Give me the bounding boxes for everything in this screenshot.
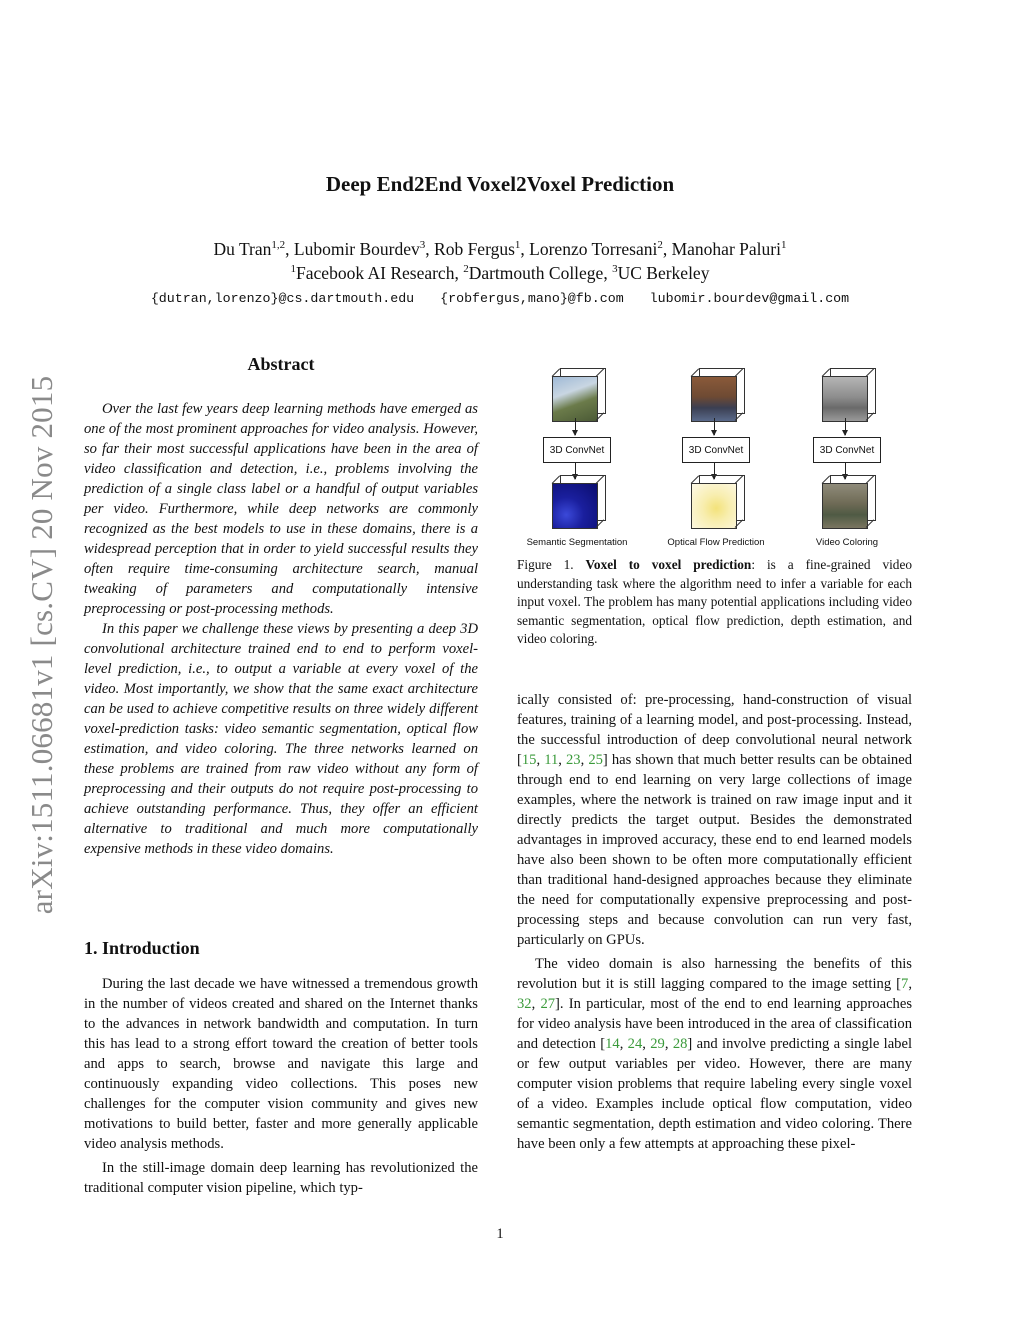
author-sup: 1 <box>514 239 521 252</box>
arrow-down-icon <box>845 418 846 435</box>
figure-1 <box>517 360 912 560</box>
affiliation: Dartmouth College <box>468 263 604 283</box>
abstract-paragraph: Over the last few years deep learning methods have emerged as one of the most prominent approaches for video analysis. However, so far their most successful applications have been in the area of video classification and detection, i.e., problems involving the prediction of a single class label or a handful of output variables per video. Furthermore, while deep networks are commonly recognized as the best models to use in these domains, there is a widespread perception that in order to yield successful results they often require time-consuming architecture search, manual tweaking of parameters and computationally intensive preprocessing or post-processing methods. <box>84 401 478 617</box>
convnet-box: 3D ConvNet <box>813 437 881 463</box>
paper-title: Deep End2End Voxel2Voxel Prediction <box>325 172 675 196</box>
figure-label: Semantic Segmentation <box>526 537 628 548</box>
citation-link[interactable]: 28 <box>672 1036 688 1052</box>
citation-link[interactable]: 27 <box>540 996 556 1012</box>
email: lubomir.bourdev@gmail.com <box>649 291 850 306</box>
author-sup: 2 <box>657 239 663 252</box>
author-sup: 1,2 <box>271 239 286 252</box>
author-name: Rob Fergus <box>434 239 515 259</box>
abstract-paragraph: In this paper we challenge these views by presenting a deep 3D convolutional architecture trained end to end to perform voxel-level prediction, i.e., to output a variable at every voxel of the video. Most importantly, we show that the same exact architecture can be used to achieve competitive results on three widely different voxel-prediction tasks: video semantic segmentation, optical flow estimation, and video coloring. The three networks learned on these problems are trained from raw video without any form of preprocessing and their outputs do not require post-processing to achieve outstanding performance. Thus, they offer an efficient alternative to traditional and much more computationally expensive methods in these video domains. <box>84 621 478 857</box>
caption-bold: Voxel to voxel prediction <box>585 557 752 572</box>
figure-caption <box>517 556 912 649</box>
figure-column-segmentation <box>517 360 637 555</box>
email: {robfergus,mano}@fb.com <box>440 291 624 306</box>
citation-link[interactable]: 32 <box>517 996 532 1012</box>
input-video-cube <box>822 368 870 416</box>
caption-text: : is a fine-grained video understanding task where the algorithm need to infer a variable for each input voxel. The problem has many potential applications including video semantic segmentation, optical flow prediction, depth estimation, and video coloring. <box>517 557 912 646</box>
author-sup: 1 <box>780 239 787 252</box>
convnet-box: 3D ConvNet <box>682 437 750 463</box>
abstract-body <box>84 399 478 859</box>
affil-sup: 3 <box>612 263 618 276</box>
figure-label: Optical Flow Prediction <box>667 537 765 548</box>
figure-column-optical-flow <box>656 360 776 555</box>
author-name: Du Tran <box>213 239 272 259</box>
segmentation-output-cube <box>552 475 600 523</box>
citation-link[interactable]: 24 <box>627 1036 643 1052</box>
author-name: Manohar Paluri <box>671 239 781 259</box>
affil-sup: 2 <box>463 263 469 276</box>
affiliation: UC Berkeley <box>617 263 710 283</box>
abstract-heading: Abstract <box>247 354 315 374</box>
convnet-box: 3D ConvNet <box>543 437 611 463</box>
coloring-output-cube <box>822 475 870 523</box>
optical-flow-output-cube <box>691 475 739 523</box>
arrow-down-icon <box>714 418 715 435</box>
intro-left-column <box>84 974 478 1198</box>
caption-prefix: Figure 1. <box>517 557 586 572</box>
citation-link[interactable]: 11 <box>544 752 559 768</box>
intro-paragraph: During the last decade we have witnessed a tremendous growth in the number of videos created and shared on the Internet thanks to the advances in network bandwidth and computation. In turn this has lead to a strong effort toward the creation of better tools and apps to search, browse and navigate this large and continuously expanding video collections. This poses new challenges for the computer vision community and gives new motivations to build better, faster and more generally applicable video analysis methods. <box>84 976 478 1152</box>
arxiv-side-stamp: arXiv:1511.06681v1 [cs.CV] 20 Nov 2015 <box>24 375 59 915</box>
page-number: 1 <box>496 1226 504 1242</box>
affiliation-list: $^1$Facebook AI Research, $^2$Dartmouth College, $^3$UC Berkeley <box>290 263 710 283</box>
intro-paragraph: In the still-image domain deep learning has revolutionized the traditional computer vision pipeline, which typ- <box>84 1160 478 1196</box>
section-heading-introduction: 1. Introduction <box>84 938 200 958</box>
affil-sup: 1 <box>290 263 297 276</box>
intro-paragraph: The video domain is also harnessing the benefits of this revolution but it is still lagging compared to the image setting [7, 32, 27]. In particular, most of the end to end learning approaches for video analysis have been introduced in the area of classification and detection [14, 24, 29, 28] and involve predicting a single label or few output variables per video. However, there are many computer vision problems that require labeling every single voxel of a video. Examples include optical flow computation, video semantic segmentation, depth estimation and video coloring. There have been only a few attempts at approaching these pixel- <box>517 956 913 1152</box>
email: {dutran,lorenzo}@cs.dartmouth.edu <box>150 291 415 306</box>
citation-link[interactable]: 29 <box>650 1036 665 1052</box>
email-list <box>0 291 1000 306</box>
citation-link[interactable]: 23 <box>566 752 581 768</box>
figure-label: Video Coloring <box>815 537 879 548</box>
intro-paragraph: ically consisted of: pre-processing, hand-construction of visual features, training of a learning model, and post-processing. Instead, the successful introduction of deep convolutional neural network [15, 11, 23, 25] has shown that much better results can be obtained through end to end learning on very large collections of image examples, where the network is trained on raw image input and it directly predicts the target output. Besides the demonstrated advantages in improved accuracy, these end to end learned models have also been shown to be often more computationally efficient than traditional hand-designed approaches because they eliminate the need for computationally expensive preprocessing and post-processing steps and because convolution can run very fast, particularly on GPUs. <box>517 692 913 948</box>
citation-link[interactable]: 15 <box>521 752 537 768</box>
input-video-cube <box>691 368 739 416</box>
input-video-cube <box>552 368 600 416</box>
author-name: Lorenzo Torresani <box>529 239 658 259</box>
citation-link[interactable]: 25 <box>588 752 603 768</box>
arrow-down-icon <box>575 418 576 435</box>
citation-link[interactable]: 14 <box>605 1036 620 1052</box>
affiliation: Facebook AI Research <box>296 263 455 283</box>
intro-right-column <box>517 690 912 1154</box>
author-sup: 3 <box>419 239 426 252</box>
citation-link[interactable]: 7 <box>901 976 909 992</box>
author-list: Du Tran$^{1,2}$, Lubomir Bourdev$^3$, Rob Fergus$^1$, Lorenzo Torresani$^2$, Manohar Paluri$^1$ <box>213 239 787 259</box>
figure-column-coloring <box>787 360 907 555</box>
author-name: Lubomir Bourdev <box>293 239 420 259</box>
